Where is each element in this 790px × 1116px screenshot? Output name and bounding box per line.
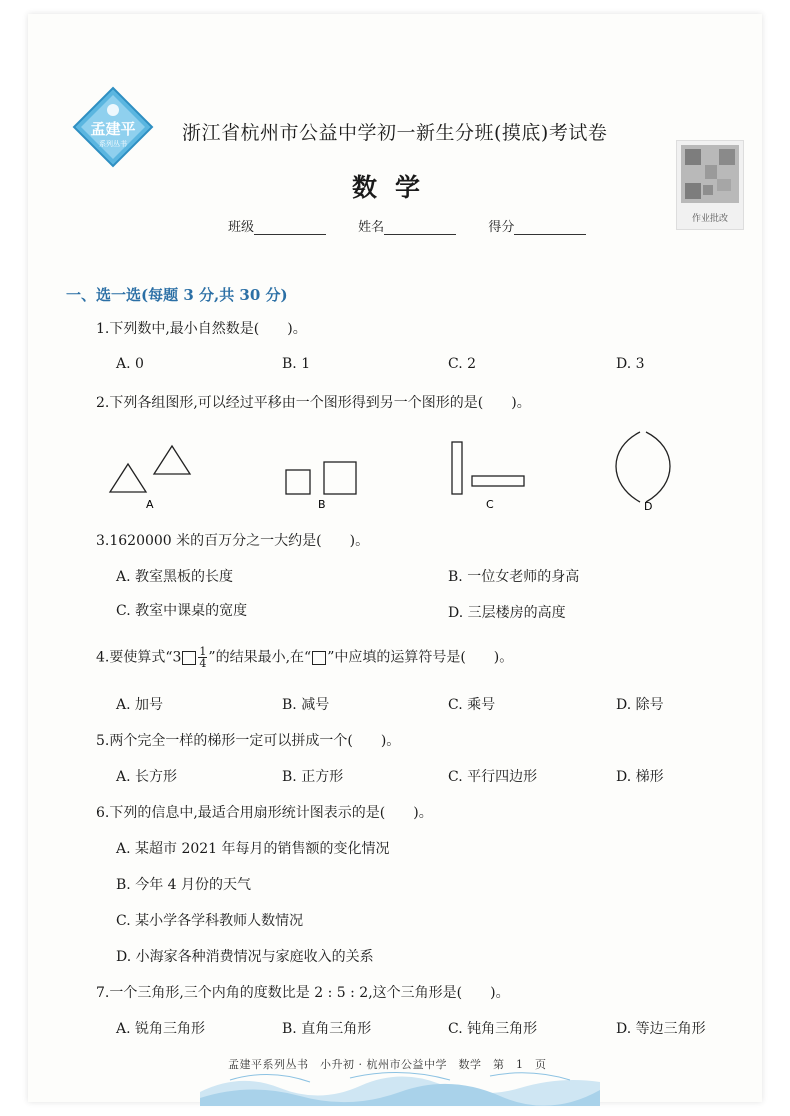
q6-option-d[interactable]: D. 小海家各种消费情况与家庭收入的关系 [116,949,374,965]
q1-option-a[interactable]: A. 0 [116,356,144,372]
q4-stem-suffix: ”中应填的运算符号是( )。 [327,649,514,666]
q4-fraction [198,646,207,669]
question-1: 1.下列数中,最小自然数是( )。 [96,321,307,337]
qr-caption: 作业批改 [691,214,728,224]
q7-option-a[interactable]: A. 锐角三角形 [116,1021,206,1037]
score-field[interactable] [488,216,586,235]
q1-option-d[interactable]: D. 3 [616,356,645,372]
question-3: 3.1620000 米的百万分之一大约是( )。 [96,533,370,549]
q1-option-c[interactable]: C. 2 [448,356,477,372]
qr-code[interactable] [676,140,744,230]
q4-option-b[interactable]: B. 减号 [282,697,330,713]
figure-b-squares[interactable] [286,462,356,511]
document-title: 浙江省杭州市公益中学初一新生分班(摸底)考试卷 [182,122,608,144]
question-2: 2.下列各组图形,可以经过平移由一个图形得到另一个图形的是( )。 [96,395,531,411]
question-5: 5.两个完全一样的梯形一定可以拼成一个( )。 [96,733,401,749]
q7-option-d[interactable]: D. 等边三角形 [616,1021,706,1037]
class-field[interactable] [228,216,326,235]
q4-fraction-denominator: 4 [199,657,207,670]
q3-option-a[interactable]: A. 教室黑板的长度 [116,569,234,585]
q3-option-c[interactable]: C. 教室中课桌的宽度 [116,603,248,619]
q3-option-d[interactable]: D. 三层楼房的高度 [448,605,566,621]
q6-option-c[interactable]: C. 某小学各学科教师人数情况 [116,913,304,929]
student-info-fields [228,216,614,235]
class-blank[interactable] [254,220,326,235]
q4-stem-prefix: 4.要使算式“3 [96,649,182,666]
question-4 [96,646,513,669]
q5-option-d[interactable]: D. 梯形 [616,769,664,785]
blank-box-icon [312,651,326,665]
q4-option-a[interactable]: A. 加号 [116,697,164,713]
section-heading: 一、选一选(每题 3 分,共 30 分) [66,286,288,304]
figure-b-label: B [318,498,326,511]
q6-option-b[interactable]: B. 今年 4 月份的天气 [116,877,251,893]
q4-stem-mid: ”的结果最小,在“ [208,649,312,666]
figure-d-arcs[interactable] [616,432,670,513]
name-field[interactable] [358,216,456,235]
q7-option-b[interactable]: B. 直角三角形 [282,1021,372,1037]
qr-code-icon [681,145,739,203]
name-label: 姓名 [358,220,385,235]
question-6: 6.下列的信息中,最适合用扇形统计图表示的是( )。 [96,805,433,821]
q2-figures [100,424,720,518]
page-footer: 孟建平系列丛书 小升初 · 杭州市公益中学 数学 第 1 页 [228,1058,547,1071]
figure-a-triangles[interactable] [110,446,190,511]
score-label: 得分 [488,220,515,235]
q7-option-c[interactable]: C. 钝角三角形 [448,1021,538,1037]
question-7: 7.一个三角形,三个内角的度数比是 2 : 5 : 2,这个三角形是( )。 [96,985,510,1001]
series-logo [72,86,154,168]
figure-c-rectangles[interactable] [452,442,524,511]
q1-option-b[interactable]: B. 1 [282,356,311,372]
class-label: 班级 [228,220,255,235]
blank-box-icon [182,651,196,665]
q3-option-b[interactable]: B. 一位女老师的身高 [448,569,580,585]
q4-option-d[interactable]: D. 除号 [616,697,664,713]
q6-option-a[interactable]: A. 某超市 2021 年每月的销售额的变化情况 [116,841,390,857]
q5-option-a[interactable]: A. 长方形 [116,769,178,785]
score-blank[interactable] [514,220,586,235]
subject-title: 数学 [352,173,439,202]
figure-c-label: C [486,498,494,511]
q5-option-b[interactable]: B. 正方形 [282,769,344,785]
logo-subtext: 系列丛书 [99,140,127,148]
q4-fraction-numerator: 1 [199,645,207,658]
q5-option-c[interactable]: C. 平行四边形 [448,769,538,785]
figure-a-label: A [146,498,154,511]
logo-text: 孟建平 [90,120,136,138]
q4-option-c[interactable]: C. 乘号 [448,697,496,713]
name-blank[interactable] [384,220,456,235]
figure-d-label: D [644,500,653,513]
